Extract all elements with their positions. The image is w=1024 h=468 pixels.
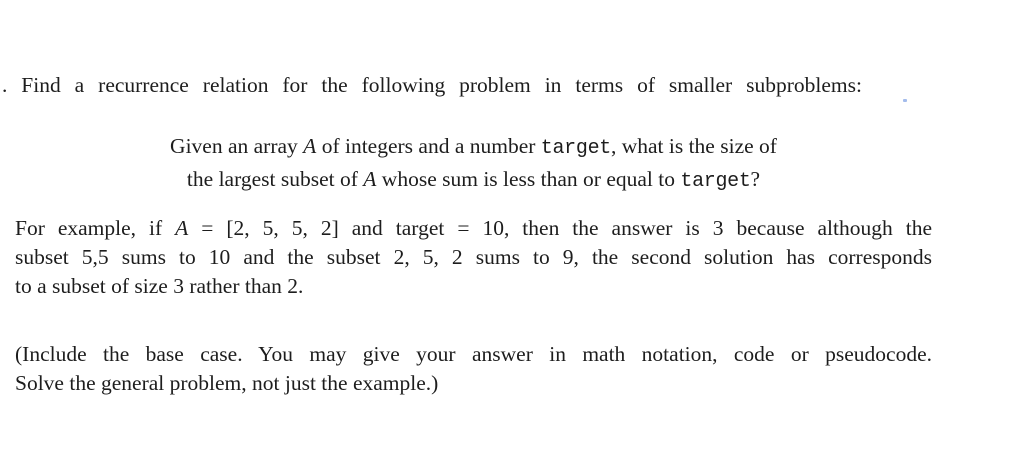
statement-text: of integers and a number [316,134,541,158]
statement-text: Given an array [170,134,304,158]
statement-text: , what is the size of [610,134,777,158]
problem-intro-line: . Find a recurrence relation for the following problem in terms of smaller subproblems: [2,73,862,97]
example-line-2: subset 5,5 sums to 10 and the subset 2, 5, 2 sums to 9, the second solution has corresponds [15,245,932,269]
code-target: target [540,137,611,160]
example-line-3: to a subset of size 3 rather than 2. [15,274,304,298]
statement-text: the largest subset of [186,167,364,191]
problem-statement-block [15,131,932,197]
math-var-A: A [175,216,189,240]
note-line-1: (Include the base case. You may give your answer in math notation, code or pseudocode. [15,342,932,366]
math-var-A: A [363,167,377,191]
blue-speck-artifact [903,99,907,102]
note-line-2: Solve the general problem, not just the example.) [15,371,439,395]
example-text: = [2, 5, 5, 2] and target = 10, then the answer is 3 because although the [188,216,932,240]
statement-text: whose sum is less than or equal to [376,167,681,191]
code-target: target [680,170,751,193]
example-line-1 [15,214,932,243]
problem-statement-line-1 [15,131,932,164]
example-paragraph [15,214,932,301]
math-var-A: A [303,134,317,158]
statement-text: ? [750,167,761,191]
example-text: For example, if [15,216,176,240]
note-paragraph [15,340,932,398]
problem-statement-line-2 [15,164,932,197]
